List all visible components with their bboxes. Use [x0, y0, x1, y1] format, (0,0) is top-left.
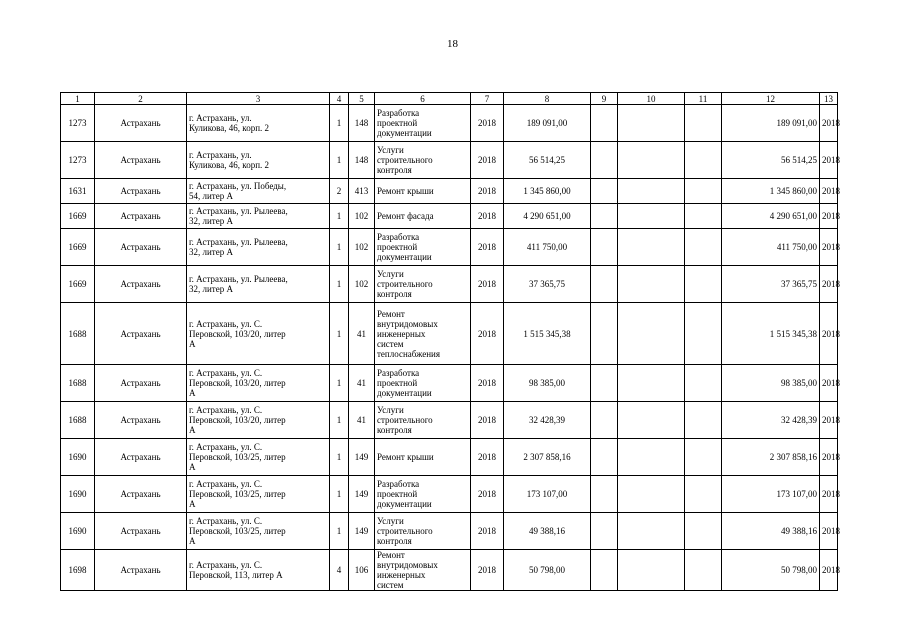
address-cell: г. Астрахань, ул. Победы, 54, литер А: [187, 179, 330, 204]
count-cell: 1: [330, 402, 349, 439]
col9-cell: [591, 229, 618, 266]
count-cell: 2: [330, 179, 349, 204]
col10-cell: [618, 513, 685, 550]
count-cell: 1: [330, 229, 349, 266]
cost-cell: 37 365,75: [504, 266, 591, 303]
col9-cell: [591, 105, 618, 142]
cost-cell: 2 307 858,16: [504, 439, 591, 476]
total-cost-cell: 411 750,00: [722, 229, 820, 266]
col9-cell: [591, 204, 618, 229]
end-year-cell: 2018: [820, 142, 838, 179]
end-year-cell: 2018: [820, 179, 838, 204]
col11-cell: [685, 550, 722, 591]
col10-cell: [618, 105, 685, 142]
column-header: 2: [95, 93, 187, 105]
col10-cell: [618, 365, 685, 402]
city-cell: Астрахань: [95, 204, 187, 229]
work-type-cell: Ремонт крыши: [375, 439, 471, 476]
object-id-cell: 1273: [61, 105, 95, 142]
col9-cell: [591, 439, 618, 476]
cost-cell: 32 428,39: [504, 402, 591, 439]
object-id-cell: 1273: [61, 142, 95, 179]
city-cell: Астрахань: [95, 402, 187, 439]
col10-cell: [618, 142, 685, 179]
year-cell: 2018: [471, 513, 504, 550]
work-type-cell: Разработка проектной документации: [375, 365, 471, 402]
end-year-cell: 2018: [820, 513, 838, 550]
col9-cell: [591, 266, 618, 303]
work-type-cell: Услуги строительного контроля: [375, 513, 471, 550]
column-header: 8: [504, 93, 591, 105]
col10-cell: [618, 550, 685, 591]
col11-cell: [685, 303, 722, 365]
year-cell: 2018: [471, 142, 504, 179]
end-year-cell: 2018: [820, 105, 838, 142]
col11-cell: [685, 266, 722, 303]
column-header: 5: [349, 93, 375, 105]
object-id-cell: 1669: [61, 266, 95, 303]
column-header: 9: [591, 93, 618, 105]
number-cell: 102: [349, 204, 375, 229]
table-body: [61, 105, 838, 591]
year-cell: 2018: [471, 204, 504, 229]
col9-cell: [591, 179, 618, 204]
col11-cell: [685, 439, 722, 476]
count-cell: 1: [330, 303, 349, 365]
col10-cell: [618, 266, 685, 303]
city-cell: Астрахань: [95, 179, 187, 204]
table-row: [61, 439, 838, 476]
work-type-cell: Услуги строительного контроля: [375, 142, 471, 179]
number-cell: 106: [349, 550, 375, 591]
column-header: 4: [330, 93, 349, 105]
work-type-cell: Разработка проектной документации: [375, 229, 471, 266]
cost-cell: 49 388,16: [504, 513, 591, 550]
year-cell: 2018: [471, 402, 504, 439]
address-cell: г. Астрахань, ул. Куликова, 46, корп. 2: [187, 142, 330, 179]
address-cell: г. Астрахань, ул. С. Перовской, 103/20, литер А: [187, 303, 330, 365]
col11-cell: [685, 142, 722, 179]
number-cell: 148: [349, 142, 375, 179]
number-cell: 41: [349, 303, 375, 365]
year-cell: 2018: [471, 439, 504, 476]
total-cost-cell: 1 515 345,38: [722, 303, 820, 365]
count-cell: 1: [330, 105, 349, 142]
work-type-cell: Ремонт внутридомовых инженерных систем теплоснабжения: [375, 303, 471, 365]
number-cell: 102: [349, 266, 375, 303]
count-cell: 1: [330, 266, 349, 303]
column-header: 11: [685, 93, 722, 105]
end-year-cell: 2018: [820, 266, 838, 303]
work-type-cell: Услуги строительного контроля: [375, 266, 471, 303]
work-type-cell: Разработка проектной документации: [375, 105, 471, 142]
column-header: 3: [187, 93, 330, 105]
year-cell: 2018: [471, 266, 504, 303]
object-id-cell: 1688: [61, 365, 95, 402]
total-cost-cell: 50 798,00: [722, 550, 820, 591]
end-year-cell: 2018: [820, 204, 838, 229]
work-type-cell: Ремонт фасада: [375, 204, 471, 229]
total-cost-cell: 173 107,00: [722, 476, 820, 513]
address-cell: г. Астрахань, ул. С. Перовской, 103/25, литер А: [187, 439, 330, 476]
count-cell: 4: [330, 550, 349, 591]
object-id-cell: 1688: [61, 402, 95, 439]
col9-cell: [591, 550, 618, 591]
total-cost-cell: 4 290 651,00: [722, 204, 820, 229]
cost-cell: 189 091,00: [504, 105, 591, 142]
city-cell: Астрахань: [95, 142, 187, 179]
col10-cell: [618, 179, 685, 204]
count-cell: 1: [330, 204, 349, 229]
col11-cell: [685, 402, 722, 439]
total-cost-cell: 1 345 860,00: [722, 179, 820, 204]
address-cell: г. Астрахань, ул. Рылеева, 32, литер А: [187, 229, 330, 266]
object-id-cell: 1669: [61, 204, 95, 229]
table-row: [61, 550, 838, 591]
address-cell: г. Астрахань, ул. С. Перовской, 103/25, литер А: [187, 476, 330, 513]
col11-cell: [685, 179, 722, 204]
cost-cell: 56 514,25: [504, 142, 591, 179]
total-cost-cell: 32 428,39: [722, 402, 820, 439]
table-row: [61, 204, 838, 229]
address-cell: г. Астрахань, ул. С. Перовской, 103/20, литер А: [187, 365, 330, 402]
city-cell: Астрахань: [95, 303, 187, 365]
city-cell: Астрахань: [95, 229, 187, 266]
col11-cell: [685, 204, 722, 229]
table-row: [61, 179, 838, 204]
end-year-cell: 2018: [820, 303, 838, 365]
total-cost-cell: 37 365,75: [722, 266, 820, 303]
number-cell: 149: [349, 476, 375, 513]
column-header: 7: [471, 93, 504, 105]
total-cost-cell: 189 091,00: [722, 105, 820, 142]
cost-cell: 411 750,00: [504, 229, 591, 266]
end-year-cell: 2018: [820, 550, 838, 591]
count-cell: 1: [330, 513, 349, 550]
table-row: [61, 365, 838, 402]
object-id-cell: 1690: [61, 513, 95, 550]
col10-cell: [618, 476, 685, 513]
count-cell: 1: [330, 142, 349, 179]
city-cell: Астрахань: [95, 439, 187, 476]
city-cell: Астрахань: [95, 266, 187, 303]
col10-cell: [618, 303, 685, 365]
work-type-cell: Ремонт внутридомовых инженерных систем: [375, 550, 471, 591]
address-cell: г. Астрахань, ул. С. Перовской, 103/20, литер А: [187, 402, 330, 439]
object-id-cell: 1631: [61, 179, 95, 204]
address-cell: г. Астрахань, ул. С. Перовской, 113, литер А: [187, 550, 330, 591]
city-cell: Астрахань: [95, 513, 187, 550]
table-row: [61, 513, 838, 550]
col9-cell: [591, 402, 618, 439]
number-cell: 413: [349, 179, 375, 204]
table-row: [61, 303, 838, 365]
col9-cell: [591, 513, 618, 550]
table-row: [61, 142, 838, 179]
end-year-cell: 2018: [820, 402, 838, 439]
col11-cell: [685, 476, 722, 513]
col9-cell: [591, 142, 618, 179]
end-year-cell: 2018: [820, 439, 838, 476]
table-row: [61, 105, 838, 142]
column-header: 10: [618, 93, 685, 105]
cost-cell: 50 798,00: [504, 550, 591, 591]
col11-cell: [685, 513, 722, 550]
table-row: [61, 229, 838, 266]
col10-cell: [618, 204, 685, 229]
col10-cell: [618, 229, 685, 266]
work-type-cell: Услуги строительного контроля: [375, 402, 471, 439]
city-cell: Астрахань: [95, 476, 187, 513]
city-cell: Астрахань: [95, 550, 187, 591]
table-row: [61, 476, 838, 513]
number-cell: 102: [349, 229, 375, 266]
year-cell: 2018: [471, 365, 504, 402]
object-id-cell: 1690: [61, 476, 95, 513]
city-cell: Астрахань: [95, 105, 187, 142]
total-cost-cell: 56 514,25: [722, 142, 820, 179]
col11-cell: [685, 365, 722, 402]
object-id-cell: 1698: [61, 550, 95, 591]
year-cell: 2018: [471, 476, 504, 513]
number-cell: 41: [349, 402, 375, 439]
work-type-cell: Разработка проектной документации: [375, 476, 471, 513]
number-cell: 149: [349, 439, 375, 476]
cost-cell: 98 385,00: [504, 365, 591, 402]
count-cell: 1: [330, 439, 349, 476]
table-header-row: [61, 93, 838, 105]
city-cell: Астрахань: [95, 365, 187, 402]
object-id-cell: 1690: [61, 439, 95, 476]
col9-cell: [591, 476, 618, 513]
end-year-cell: 2018: [820, 476, 838, 513]
cost-cell: 4 290 651,00: [504, 204, 591, 229]
col9-cell: [591, 365, 618, 402]
cost-cell: 173 107,00: [504, 476, 591, 513]
column-header: 1: [61, 93, 95, 105]
address-cell: г. Астрахань, ул. Рылеева, 32, литер А: [187, 204, 330, 229]
col10-cell: [618, 402, 685, 439]
table-row: [61, 402, 838, 439]
end-year-cell: 2018: [820, 229, 838, 266]
total-cost-cell: 2 307 858,16: [722, 439, 820, 476]
count-cell: 1: [330, 476, 349, 513]
works-table: [60, 92, 838, 591]
address-cell: г. Астрахань, ул. Рылеева, 32, литер А: [187, 266, 330, 303]
address-cell: г. Астрахань, ул. С. Перовской, 103/25, литер А: [187, 513, 330, 550]
end-year-cell: 2018: [820, 365, 838, 402]
column-header: 13: [820, 93, 838, 105]
cost-cell: 1 345 860,00: [504, 179, 591, 204]
address-cell: г. Астрахань, ул. Куликова, 46, корп. 2: [187, 105, 330, 142]
total-cost-cell: 98 385,00: [722, 365, 820, 402]
year-cell: 2018: [471, 229, 504, 266]
column-header: 12: [722, 93, 820, 105]
count-cell: 1: [330, 365, 349, 402]
table-row: [61, 266, 838, 303]
col11-cell: [685, 229, 722, 266]
column-header: 6: [375, 93, 471, 105]
work-type-cell: Ремонт крыши: [375, 179, 471, 204]
year-cell: 2018: [471, 550, 504, 591]
object-id-cell: 1669: [61, 229, 95, 266]
total-cost-cell: 49 388,16: [722, 513, 820, 550]
year-cell: 2018: [471, 303, 504, 365]
col10-cell: [618, 439, 685, 476]
number-cell: 148: [349, 105, 375, 142]
col9-cell: [591, 303, 618, 365]
cost-cell: 1 515 345,38: [504, 303, 591, 365]
object-id-cell: 1688: [61, 303, 95, 365]
page-number: 18: [447, 38, 458, 50]
number-cell: 149: [349, 513, 375, 550]
col11-cell: [685, 105, 722, 142]
year-cell: 2018: [471, 105, 504, 142]
number-cell: 41: [349, 365, 375, 402]
year-cell: 2018: [471, 179, 504, 204]
